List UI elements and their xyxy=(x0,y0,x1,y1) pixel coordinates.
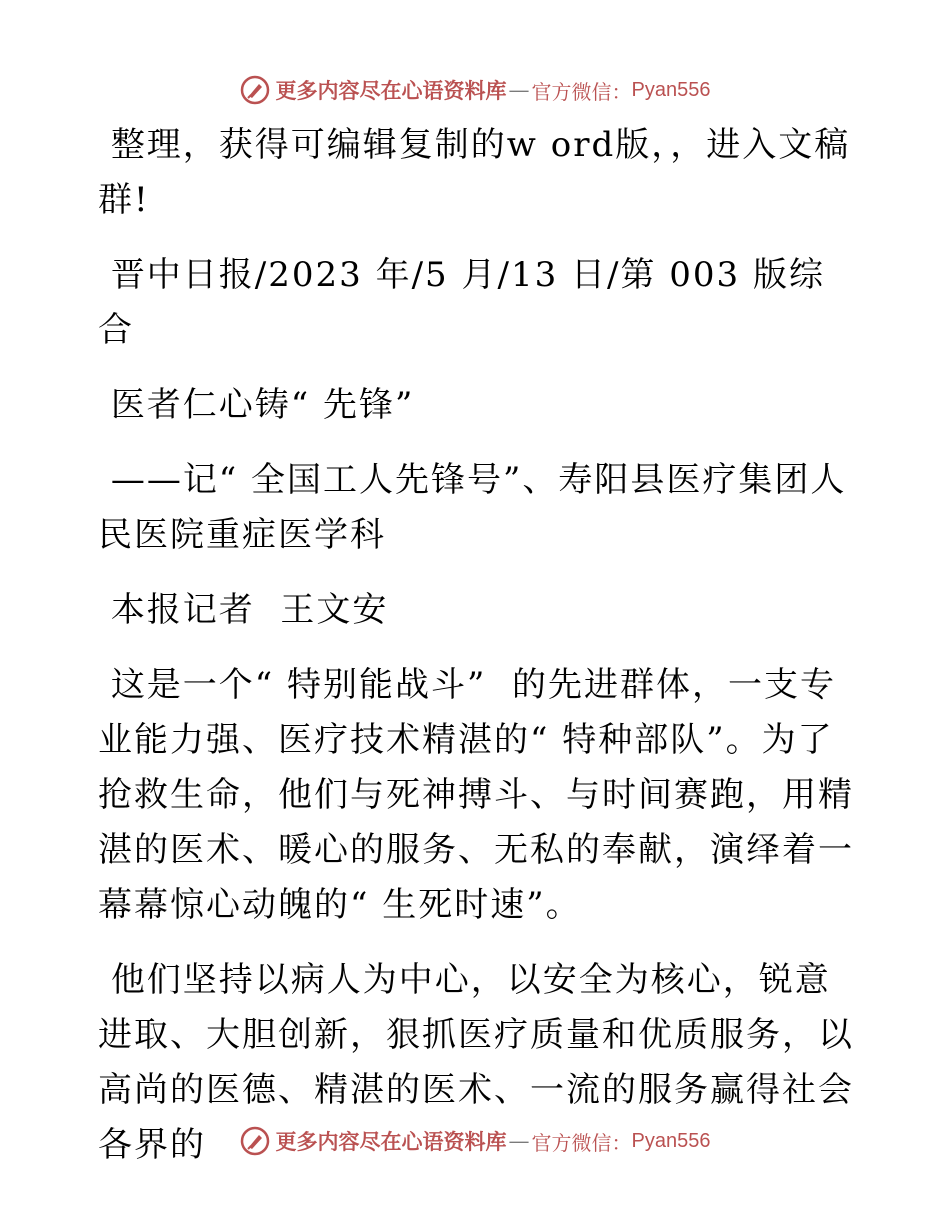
watermark-separator: — xyxy=(508,78,530,102)
byline: 本报记者 王文安 xyxy=(98,590,389,630)
article-title: 医者仁心铸“ 先锋” xyxy=(98,385,415,425)
watermark-wechat-id: Pyan556 xyxy=(631,78,711,101)
watermark-site-text: 更多内容尽在心语资料库 xyxy=(275,1129,507,1154)
body-paragraph-2: 他们坚持以病人为中心，以安全为核心，锐意进取、大胆创新，狠抓医疗质量和优质服务，以高尚的医德、精湛的医术、一流的服务赢得社会各界的 xyxy=(98,960,854,1165)
watermark-footer xyxy=(0,1121,950,1161)
watermark-header xyxy=(0,70,950,110)
body-paragraph-1: 这是一个“ 特别能战斗” 的先进群体，一支专业能力强、医疗技术精湛的“ 特种部队”。为了抢救生命，他们与死神搏斗、与时间赛跑，用精湛的医术、暖心的服务、无私的奉献，演绎着一幕幕惊心动魄的“ 生死时速”。 xyxy=(98,665,854,925)
watermark-official-label: 官方微信： xyxy=(531,79,632,104)
watermark-wechat-id: Pyan556 xyxy=(631,1129,711,1152)
intro-paragraph: 整理，获得可编辑复制的w ord版，，进入文稿群! xyxy=(98,125,851,220)
watermark-site-text: 更多内容尽在心语资料库 xyxy=(275,78,507,103)
document-body xyxy=(98,118,854,1173)
feather-pen-logo-icon xyxy=(240,75,270,105)
feather-pen-logo-icon xyxy=(240,1126,270,1156)
article-subtitle: ——记“ 全国工人先锋号”、寿阳县医疗集团人民医院重症医学科 xyxy=(98,460,847,555)
source-line: 晋中日报/2023 年/5 月/13 日/第 003 版综合 xyxy=(98,255,825,350)
watermark-official-label: 官方微信： xyxy=(531,1130,632,1155)
watermark-separator: — xyxy=(508,1129,530,1153)
